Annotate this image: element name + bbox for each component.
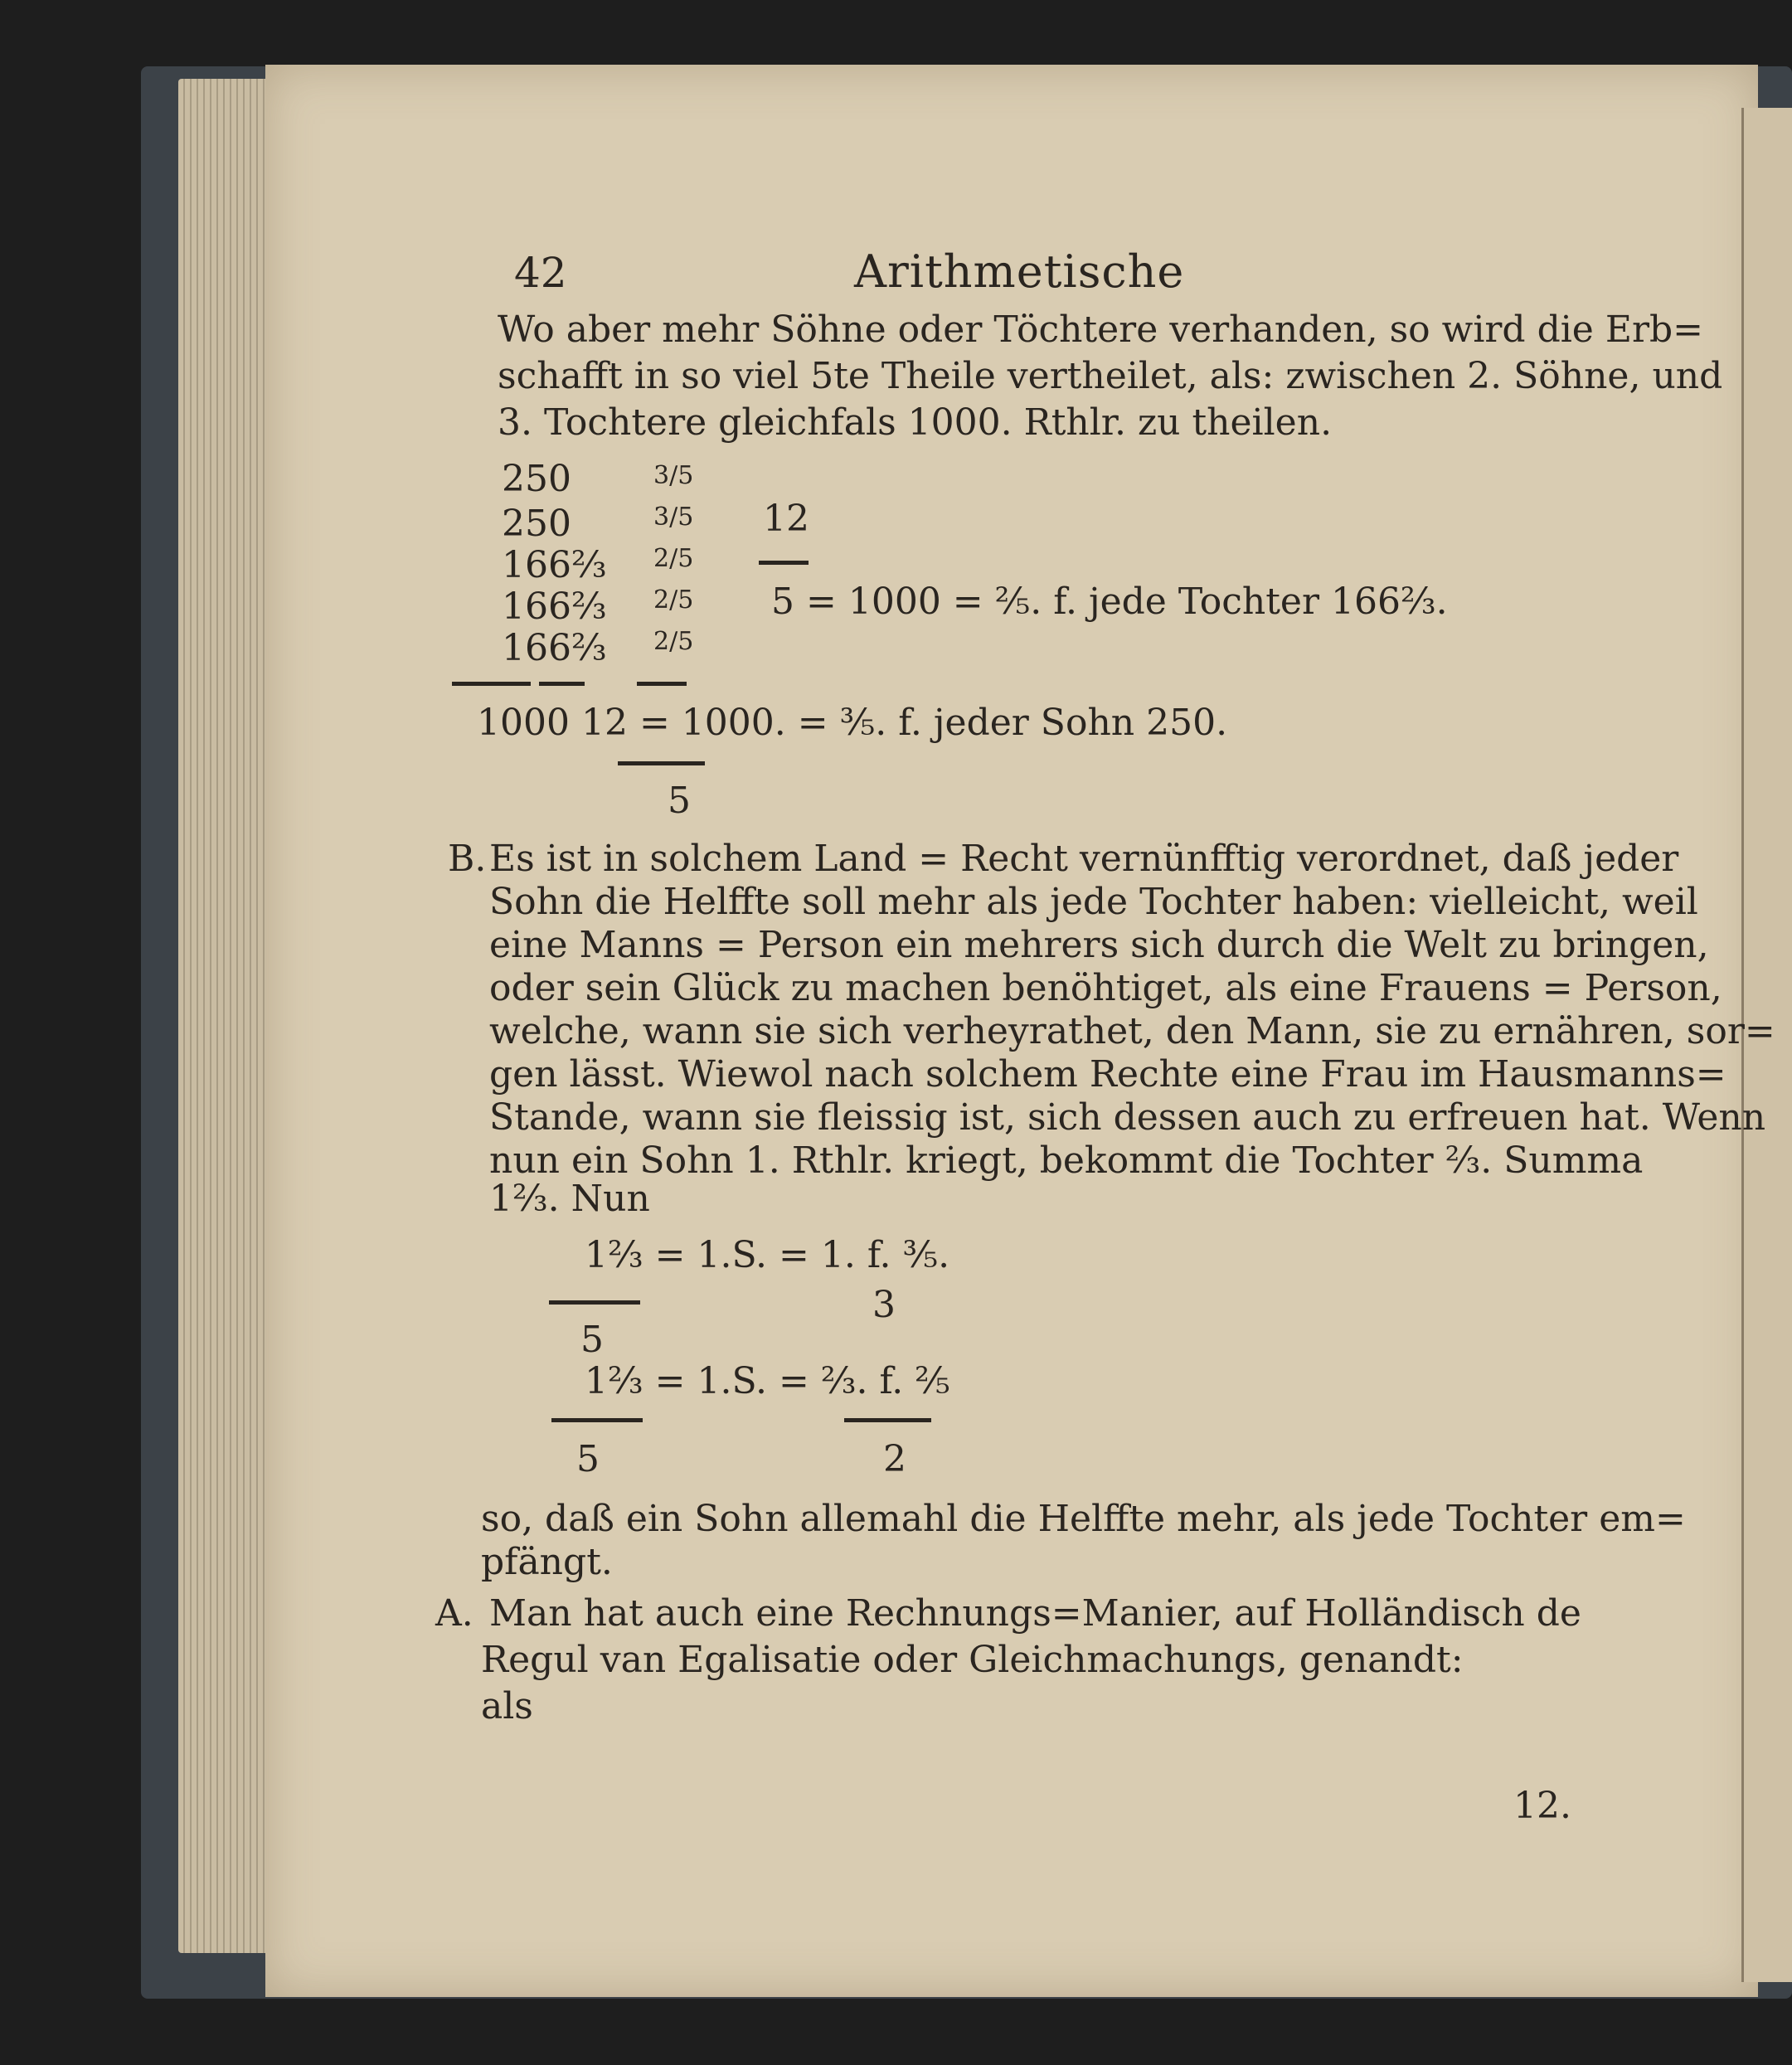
fraction-bar (759, 561, 809, 565)
calc2-row2-sub: 2 (883, 1438, 906, 1480)
para-b-line: gen lässt. Wiewol nach solchem Rechte eine Frau im Hausmanns= (489, 1053, 1726, 1096)
calc1-fraction: 2/5 (653, 627, 694, 656)
catchword: 12. (1513, 1785, 1571, 1827)
calc2-row1-denominator: 5 (580, 1319, 604, 1361)
calc1-value: 166⅔ (502, 585, 607, 628)
calc1-fraction: 3/5 (653, 461, 694, 490)
para-end-line: pfängt. (481, 1541, 613, 1583)
calc2-row1-sub: 3 (872, 1284, 896, 1326)
para-b-line: 1⅔. Nun (489, 1178, 650, 1220)
para-b-line: nun ein Sohn 1. Rthlr. kriegt, bekommt die Tochter ⅔. Summa (489, 1139, 1644, 1182)
fraction-bar (551, 1418, 643, 1422)
calc1-value: 250 (502, 503, 571, 545)
page-number: 42 (514, 249, 567, 297)
sum-bar (452, 682, 531, 686)
fraction-bar (549, 1300, 640, 1305)
intro-line: 3. Tochtere gleichfals 1000. Rthlr. zu theilen. (498, 401, 1333, 444)
para-b-line: Sohn die Helffte soll mehr als jede Tochter haben: vielleicht, weil (489, 881, 1698, 923)
intro-line: Wo aber mehr Söhne oder Töchtere verhanden, so wird die Erb= (498, 309, 1704, 351)
calc2-row2-denominator: 5 (576, 1438, 600, 1480)
para-b-line: Stande, wann sie fleissig ist, sich dessen auch zu erfreuen hat. Wenn (489, 1096, 1766, 1139)
calc1-below: 5 (668, 780, 691, 822)
calc1-value: 166⅔ (502, 627, 607, 669)
calc1-fraction: 2/5 (653, 544, 694, 573)
para-b-line: eine Manns = Person ein mehrers sich durch die Welt zu bringen, (489, 924, 1709, 966)
calc1-fraction: 2/5 (653, 585, 694, 615)
para-b-line: oder sein Glück zu machen benöhtiget, als eine Frauens = Person, (489, 967, 1722, 1009)
calc1-fraction: 3/5 (653, 503, 694, 532)
para-b-line: welche, wann sie sich verheyrathet, den Mann, sie zu ernähren, sor= (489, 1010, 1775, 1052)
page-edges (178, 79, 278, 1953)
calc2-row1: 1⅔ = 1.S. = 1. f. ⅗. (585, 1234, 950, 1276)
para-a-marker: A. (435, 1592, 473, 1635)
calc2-row2: 1⅔ = 1.S. = ⅔. f. ⅖ (585, 1360, 950, 1402)
calc1-value: 250 (502, 458, 571, 500)
calc1-sum-line: 1000 12 = 1000. = ⅗. f. jeder Sohn 250. (477, 702, 1228, 744)
intro-line: schafft in so viel 5te Theile vertheilet, als: zwischen 2. Söhne, und (498, 355, 1723, 397)
para-a-line: als (481, 1685, 533, 1727)
fraction-bar (844, 1418, 931, 1422)
para-b-marker: B. (448, 838, 487, 880)
para-a-line: Regul van Egalisatie oder Gleichmachungs, genandt: (481, 1639, 1464, 1681)
para-end-line: so, daß ein Sohn allemahl die Helffte mehr, als jede Tochter em= (481, 1498, 1686, 1540)
fraction-bar (618, 761, 705, 765)
calc1-daughter-line: 5 = 1000 = ⅖. f. jede Tochter 166⅔. (771, 581, 1448, 623)
para-a-line: Man hat auch eine Rechnungs=Manier, auf Holländisch de (489, 1592, 1581, 1635)
calc1-denominator-top: 12 (763, 498, 809, 540)
sum-bar (637, 682, 687, 686)
running-head: Arithmetische (854, 245, 1185, 298)
calc1-value: 166⅔ (502, 544, 607, 586)
para-b-line: Es ist in solchem Land = Recht vernünfftig verordnet, daß jeder (489, 838, 1679, 880)
sum-bar (539, 682, 585, 686)
